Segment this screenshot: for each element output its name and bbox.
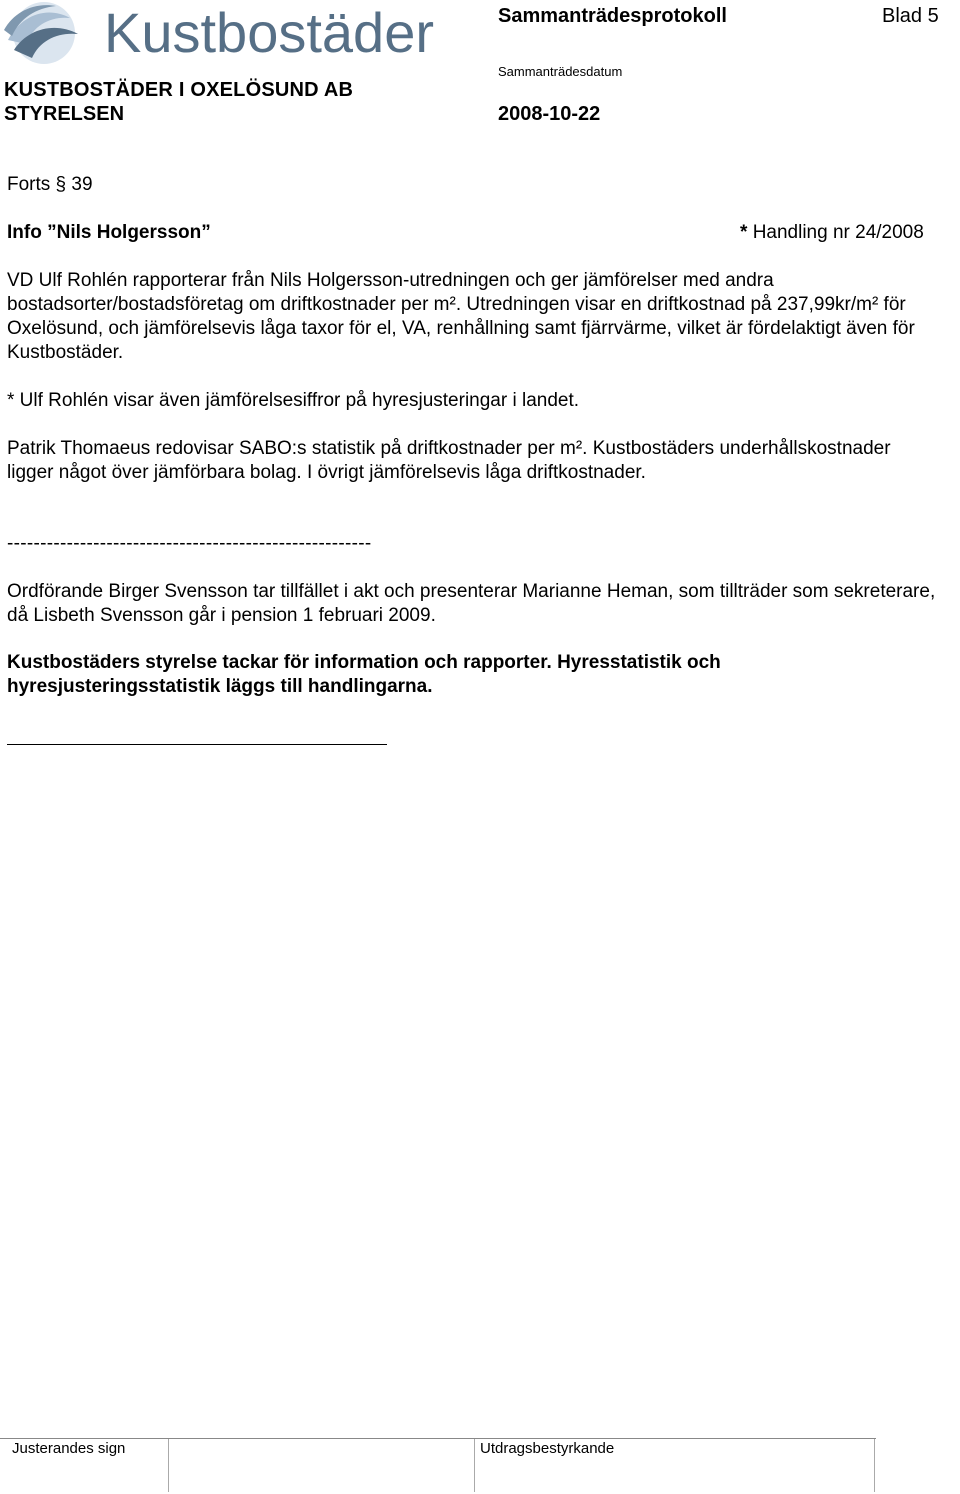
- page-label: Blad 5: [882, 5, 939, 27]
- footer-rule: [0, 1438, 876, 1439]
- handling-reference: [740, 222, 924, 244]
- paragraph-report: VD Ulf Rohlén rapporterar från Nils Holgersson-utredningen och ger jämförelser med andra bostadsorter/bostadsföretag om driftkostnader per m². Utredningen visar en driftkostnad på 237,99kr/m² för Oxelösund, och jämförelsevis låga taxor för el, VA, renhållning samt fjärrvärme, vilket är fördelaktigt även för Kustbostäder.: [7, 270, 915, 363]
- document-title: Sammanträdesprotokoll: [498, 5, 727, 27]
- item-title: Info ”Nils Holgersson”: [7, 222, 211, 243]
- paragraph-sabo-statistics: Patrik Thomaeus redovisar SABO:s statistik på driftkostnader per m². Kustbostäders underhållskostnader ligger något över jämförbara bolag. I övrigt jämförelsevis låga driftkostnader.: [7, 438, 891, 483]
- company-name: KUSTBOSTÄDER I OXELÖSUND AB: [4, 79, 354, 101]
- footer-certification-label: Utdragsbestyrkande: [480, 1440, 615, 1457]
- closing-rule: [7, 744, 387, 745]
- footer-divider: [168, 1439, 169, 1492]
- handling-star: *: [740, 222, 748, 243]
- separator-line: -------------------------------------------------------: [7, 533, 372, 554]
- meeting-date-label: Sammanträdesdatum: [498, 64, 623, 79]
- paragraph-rent-adjustments: * Ulf Rohlén visar även jämförelsesiffror på hyresjusteringar i landet.: [7, 390, 580, 411]
- decision-text: Kustbostäders styrelse tackar för information och rapporter. Hyresstatistik och hyresjusteringsstatistik läggs till handlingarna.: [7, 652, 721, 697]
- paragraph-chair-announcement: Ordförande Birger Svensson tar tillfället i akt och presenterar Marianne Heman, som tillträder som sekreterare, då Lisbeth Svensson går i pension 1 februari 2009.: [7, 581, 936, 626]
- board-name: STYRELSEN: [4, 103, 125, 125]
- footer-divider: [874, 1439, 875, 1492]
- logo-wordmark: Kustbostäder: [104, 1, 434, 64]
- footer-divider: [474, 1439, 475, 1492]
- footer-signature-label: Justerandes sign: [12, 1440, 126, 1457]
- section-continuation: Forts § 39: [7, 174, 93, 195]
- wave-logo-icon: [0, 0, 104, 70]
- handling-number: Handling nr 24/2008: [752, 222, 924, 243]
- meeting-date: 2008-10-22: [498, 103, 601, 125]
